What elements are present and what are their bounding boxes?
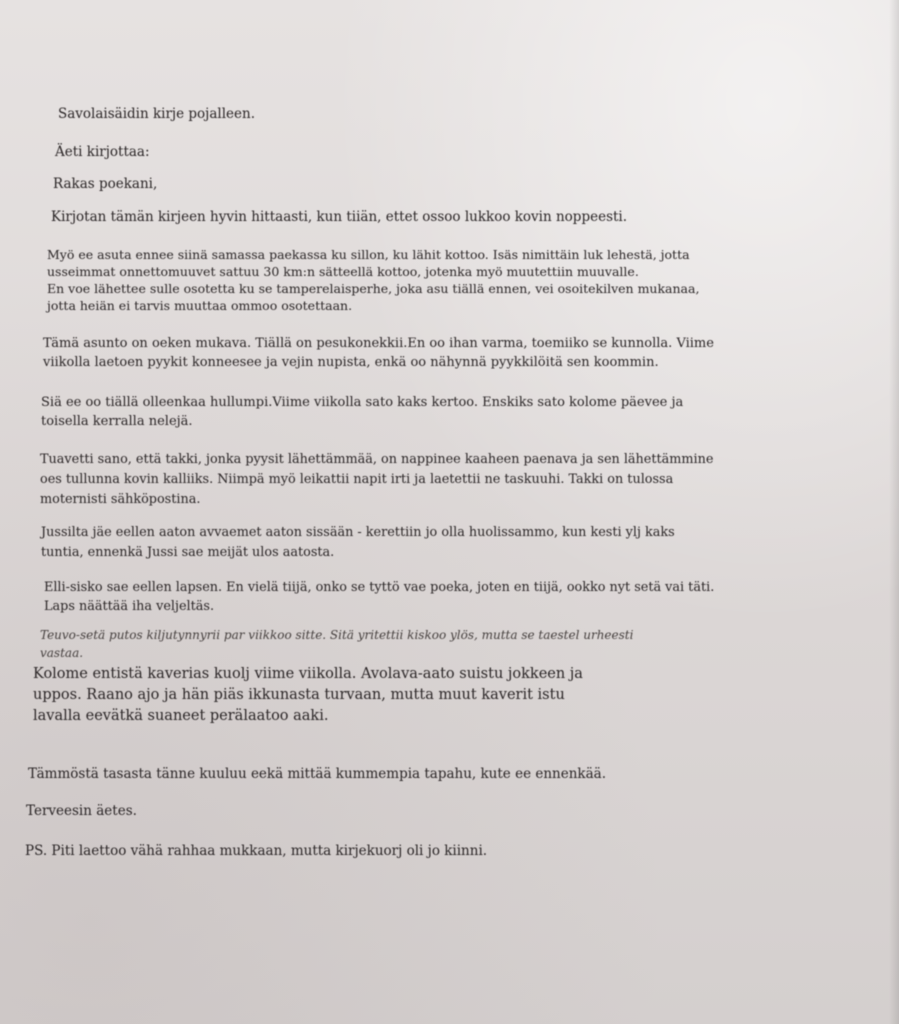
letter-paragraph-2 [47, 246, 699, 314]
letter-greeting: Rakas poekani, [53, 176, 158, 192]
letter-paragraph-10: Tämmöstä tasasta tänne kuuluu eekä mittää kummempia tapahu, kute ee ennenkää. [28, 766, 606, 782]
letter-paragraph-7 [44, 578, 714, 616]
letter-title: Savolaisäidin kirje pojalleen. [58, 106, 255, 122]
paragraph-line: jotta heiän ei tarvis muuttaa ommoo osotettaan. [47, 298, 353, 313]
paragraph-line: usseimmat onnettomuuvet sattuu 30 km:n sätteellä kottoo, jotenka myö muutettiin muuvalle. [47, 264, 639, 279]
paragraph-line: Tämä asunto on oeken mukava. Tiällä on pesukonekkii.En oo ihan varma, toemiiko se kunnolla. Viime [43, 336, 714, 351]
letter-paragraph-9 [33, 664, 583, 727]
paragraph-line: Kolome entistä kaverias kuolj viime viikolla. Avolava-aato suistu jokkeen ja [33, 666, 583, 682]
paragraph-line: Tuavetti sano, että takki, jonka pyysit lähettämmää, on nappinee kaaheen paenava ja sen lähettämmine [40, 452, 714, 467]
paragraph-line: viikolla laetoen pyykit konneesee ja vejin nupista, enkä oo nähynnä pyykkilöitä sen koommin. [43, 355, 659, 370]
paragraph-line: uppos. Raano ajo ja hän piäs ikkunasta turvaan, mutta muut kaverit istu [33, 687, 565, 703]
paragraph-line: Elli-sisko sae eellen lapsen. En vielä tiijä, onko se tyttö vae poeka, joten en tiijä, ookko nyt setä vai täti. [44, 580, 715, 595]
paragraph-line: Jussilta jäe eellen aaton avvaemet aaton sissään - kerettiin jo olla huolissammo, kun kesti ylj kaks [41, 525, 675, 540]
letter-paragraph-3 [43, 334, 714, 372]
paragraph-line: oes tullunna kovin kalliiks. Niimpä myö leikattii napit irti ja laetettii ne taskuuhi. Takki on tulossa [40, 472, 674, 487]
paragraph-line: Siä ee oo tiällä olleenkaa hullumpi.Viime viikolla sato kaks kertoo. Enskiks sato kolome päevee ja [41, 395, 684, 410]
paragraph-line: Teuvo-setä putos kiljutynnyrii par viikkoo sitte. Sitä yritettii kiskoo ylös, mutta se taestel urheesti [40, 628, 634, 642]
paragraph-line: Laps näättää iha veljeltäs. [44, 599, 215, 614]
letter-paragraph-8 [40, 626, 633, 662]
paragraph-line: moternisti sähköpostina. [40, 492, 201, 507]
paragraph-line: En voe lähettee sulle osotetta ku se tamperelaisperhe, joka asu tiällä ennen, vei osoitekilven mukanaa, [47, 281, 700, 296]
letter-postscript: PS. Piti laettoo vähä rahhaa mukkaan, mutta kirjekuorj oli jo kiinni. [25, 843, 488, 859]
paragraph-line: vastaa. [40, 646, 84, 660]
letter-paragraph-6 [41, 523, 675, 563]
paragraph-line: tuntia, ennenkä Jussi sae meijät ulos aatosta. [41, 545, 335, 560]
paper-fold-shadow [889, 0, 899, 1024]
paragraph-line: lavalla eevätkä suaneet perälaatoo aaki. [33, 708, 329, 724]
letter-closing: Terveesin äetes. [26, 803, 137, 819]
letter-paragraph-4 [41, 393, 683, 431]
letter-intro: Äeti kirjottaa: [55, 144, 150, 160]
letter-paragraph-1: Kirjotan tämän kirjeen hyvin hittaasti, kun tiiän, ettet ossoo lukkoo kovin noppeesti. [51, 209, 628, 225]
paragraph-line: toisella kerralla nelejä. [41, 414, 193, 429]
paragraph-line: Myö ee asuta ennee siinä samassa paekassa ku sillon, ku lähit kottoo. Isäs nimittäin luk lehestä, jotta [47, 247, 690, 262]
letter-paragraph-5 [40, 450, 713, 510]
